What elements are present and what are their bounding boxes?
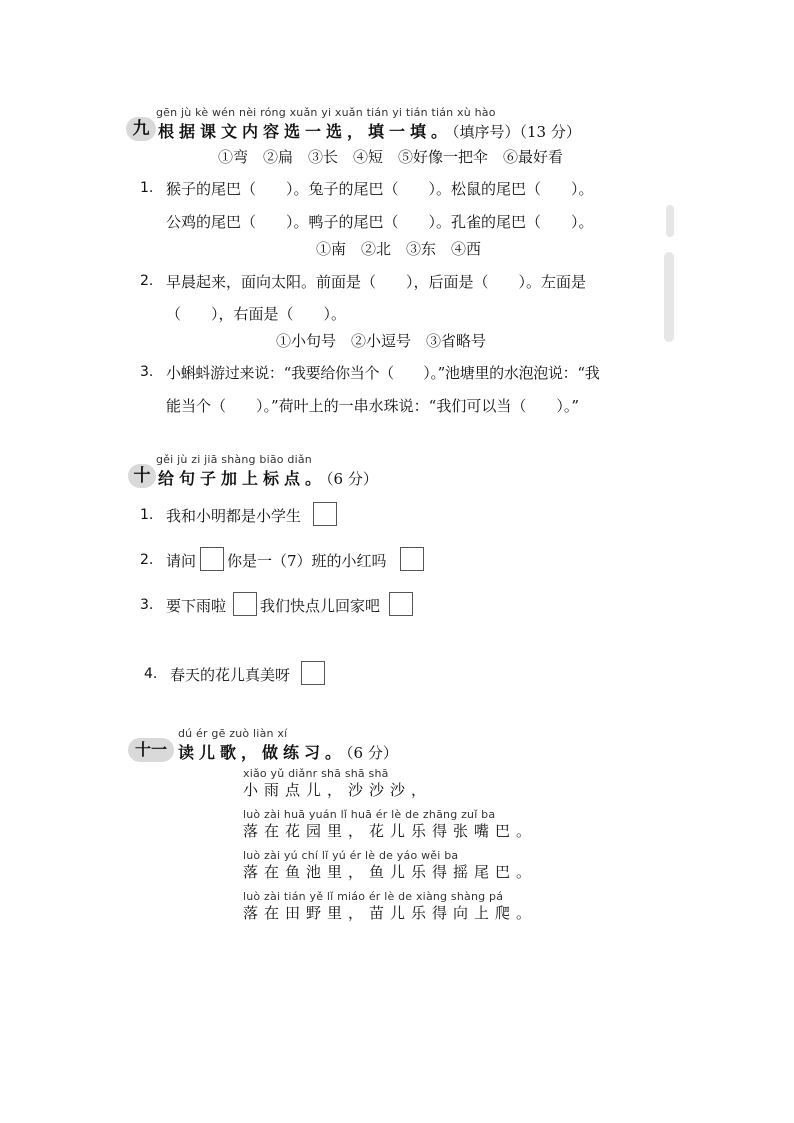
question-number: 1. [140,180,154,196]
question-number: 1. [140,507,154,523]
poem-line: 落在田野里，苗儿乐得向上爬。 [243,904,538,922]
section-title-text: 给句子加上标点。 [158,469,327,488]
edge-mark-decoration [666,205,674,237]
punctuation-answer-box[interactable] [400,547,424,571]
question-number: 3. [140,364,154,380]
poem-line-pinyin: luò zài huā yuán lǐ huā ér lè de zhāng zuǐ ba [243,808,496,821]
question-text: 你是一（7）班的小红吗 [227,552,387,570]
section-title-text: 读儿歌，做练习。 [178,743,347,762]
section-number-badge: 十 [128,464,156,488]
question-text: 春天的花儿真美呀 [170,666,291,684]
section-number-badge: 九 [126,117,156,141]
sec11-pinyin: dú ér gē zuò liàn xí [178,727,288,740]
question-text: 我们快点儿回家吧 [260,597,381,615]
section-title [158,466,378,489]
section-score: （填序号）（13 分） [452,123,581,141]
edge-mark-decoration [664,252,674,342]
section-score: （6 分） [346,744,398,762]
question-number: 4. [144,666,158,682]
sec9-pinyin: gēn jù kè wén nèi róng xuǎn yi xuǎn tián yi tián tián xù hào [156,106,496,119]
section-title-text: 根据课文内容选一选，填一填。 [158,122,453,141]
poem-line: 小雨点儿，沙沙沙， [243,781,433,799]
question-text: （ ），右面是（ ）。 [166,305,347,323]
poem-line-pinyin: xiǎo yǔ diǎnr shā shā shā [243,767,389,780]
section-title [178,740,398,763]
question-text: 要下雨啦 [166,597,227,615]
question-number: 2. [140,273,154,289]
section-title [158,119,581,142]
question-number: 2. [140,552,154,568]
question-text: 早晨起来，面向太阳。前面是（ ），后面是（ ）。左面是 [166,273,587,291]
question-number: 3. [140,597,154,613]
poem-line: 落在鱼池里，鱼儿乐得摇尾巴。 [243,863,538,881]
options-list: ①弯 ②扁 ③长 ④短 ⑤好像一把伞 ⑥最好看 [218,148,564,166]
options-list: ①小句号 ②小逗号 ③省略号 [276,332,487,350]
sec10-pinyin: gěi jù zi jiā shàng biāo diǎn [156,453,312,466]
poem-line-pinyin: luò zài tián yě lǐ miáo ér lè de xiàng shàng pá [243,890,504,903]
question-text: 能当个（ ）。”荷叶上的一串水珠说：“我们可以当（ ）。” [166,397,580,415]
punctuation-answer-box[interactable] [389,592,413,616]
section-score: （6 分） [326,470,378,488]
punctuation-answer-box[interactable] [200,547,224,571]
poem-line: 落在花园里，花儿乐得张嘴巴。 [243,822,538,840]
punctuation-answer-box[interactable] [313,502,337,526]
question-text: 请问 [166,552,197,570]
punctuation-answer-box[interactable] [301,661,325,685]
poem-line-pinyin: luò zài yú chí lǐ yú ér lè de yáo wěi ba [243,849,459,862]
options-list: ①南 ②北 ③东 ④西 [316,240,482,258]
question-text: 公鸡的尾巴（ ）。鸭子的尾巴（ ）。孔雀的尾巴（ ）。 [166,213,594,231]
question-text: 小蝌蚪游过来说：“我要给你当个（ ）。”池塘里的水泡泡说：“我 [166,364,600,382]
question-text: 我和小明都是小学生 [166,507,302,525]
section-number-badge: 十一 [128,738,174,762]
punctuation-answer-box[interactable] [233,592,257,616]
question-text: 猴子的尾巴（ ）。兔子的尾巴（ ）。松鼠的尾巴（ ）。 [166,180,594,198]
